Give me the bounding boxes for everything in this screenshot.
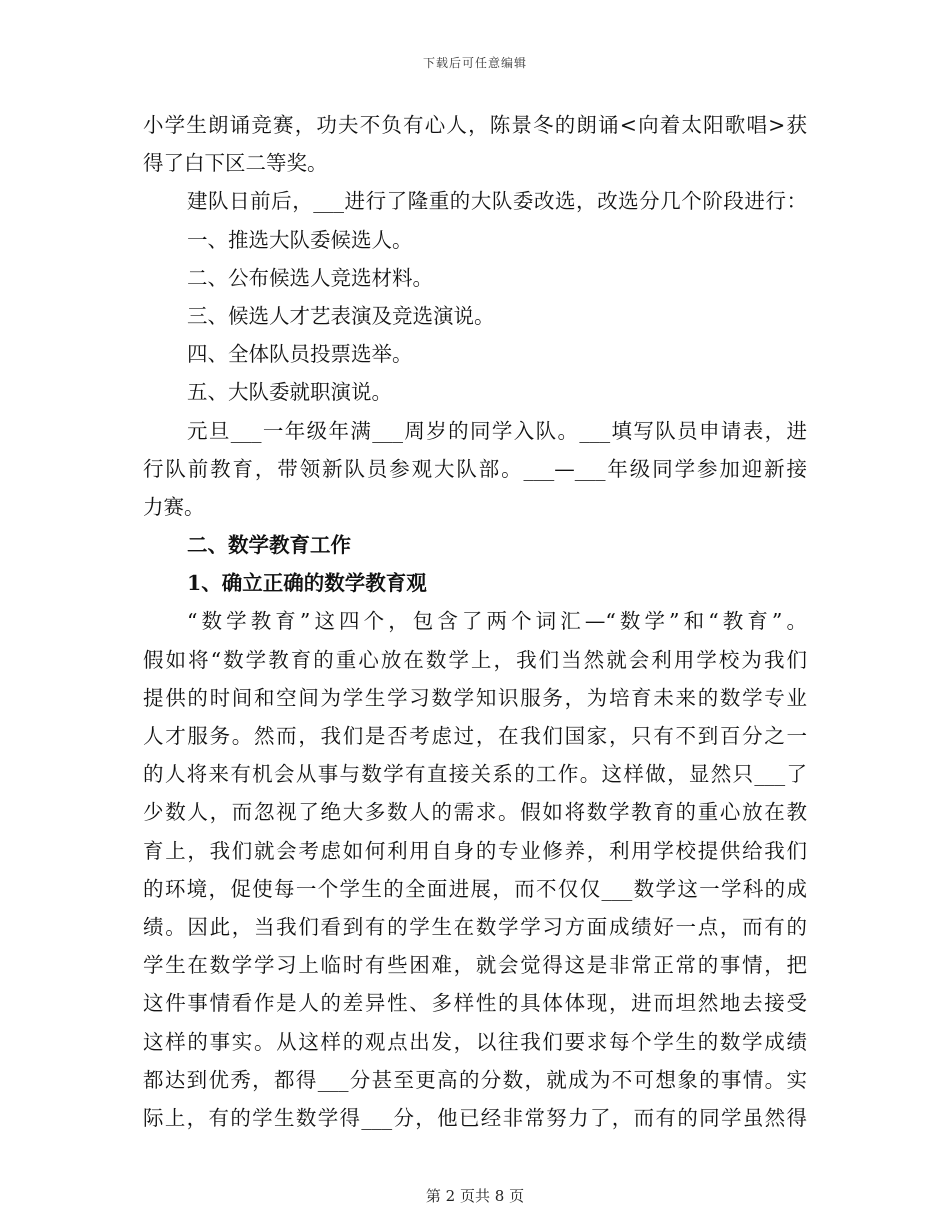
page-footer: 第 2 页共 8 页 xyxy=(425,1187,525,1205)
paragraph-line: 都达到优秀，都得___分甚至更高的分数，就成为不可想象的事情。实 xyxy=(143,1067,807,1092)
paragraph-line: 人才服务。然而，我们是否考虑过，在我们国家，只有不到百分之一 xyxy=(143,724,807,748)
paragraph-line: 假如将“数学教育的重心放在数学上，我们当然就会利用学校为我们 xyxy=(143,647,807,672)
paragraph-line: 这样的事实。从这样的观点出发，以往我们要求每个学生的数学成绩 xyxy=(143,1029,807,1054)
paragraph-line: “数学教育”这四个，包含了两个词汇—“数学”和“教育”。 xyxy=(187,609,807,634)
paragraph-line: 力赛。 xyxy=(143,494,205,519)
list-item: 五、大队委就职演说。 xyxy=(187,380,392,405)
subsection-heading: 1、确立正确的数学教育观 xyxy=(187,571,427,596)
paragraph-line: 育上，我们就会考虑如何利用自身的专业修养，利用学校提供给我们 xyxy=(143,838,807,863)
page-header: 下载后可任意编辑 xyxy=(422,56,527,70)
document-body xyxy=(143,106,807,1137)
paragraph-line: 际上，有的学生数学得___分，他已经非常努力了，而有的同学虽然得 xyxy=(143,1105,807,1130)
paragraph-line: 提供的时间和空间为学生学习数学知识服务，为培育未来的数学专业 xyxy=(143,685,807,710)
list-item: 三、候选人才艺表演及竞选演说。 xyxy=(187,303,495,328)
list-item: 二、公布候选人竞选材料。 xyxy=(187,265,433,290)
paragraph-line: 的环境，促使每一个学生的全面进展，而不仅仅___数学这一学科的成 xyxy=(143,876,807,901)
paragraph-line: 绩。因此，当我们看到有的学生在数学学习方面成绩好一点，而有的 xyxy=(143,914,807,939)
paragraph-line: 建队日前后，___进行了隆重的大队委改选，改选分几个阶段进行： xyxy=(187,189,807,214)
paragraph-line: 学生在数学学习上临时有些困难，就会觉得这是非常正常的事情，把 xyxy=(143,953,807,978)
paragraph-line: 少数人，而忽视了绝大多数人的需求。假如将数学教育的重心放在教 xyxy=(143,800,807,825)
paragraph-line: 小学生朗诵竞赛，功夫不负有心人，陈景冬的朗诵<向着太阳歌唱>获 xyxy=(143,113,807,137)
paragraph-line: 这件事情看作是人的差异性、多样性的具体体现，进而坦然地去接受 xyxy=(143,991,807,1016)
list-item: 一、推选大队委候选人。 xyxy=(187,227,413,252)
list-item: 四、全体队员投票选举。 xyxy=(187,342,413,367)
paragraph-line: 得了白下区二等奖。 xyxy=(143,151,328,176)
paragraph-line: 的人将来有机会从事与数学有直接关系的工作。这样做，显然只___了 xyxy=(143,762,807,787)
paragraph-line: 行队前教育，带领新队员参观大队部。___—___年级同学参加迎新接 xyxy=(143,456,807,481)
paragraph-line: 元旦___一年级年满___周岁的同学入队。___填写队员申请表，进 xyxy=(187,418,807,443)
section-heading: 二、数学教育工作 xyxy=(187,533,351,558)
